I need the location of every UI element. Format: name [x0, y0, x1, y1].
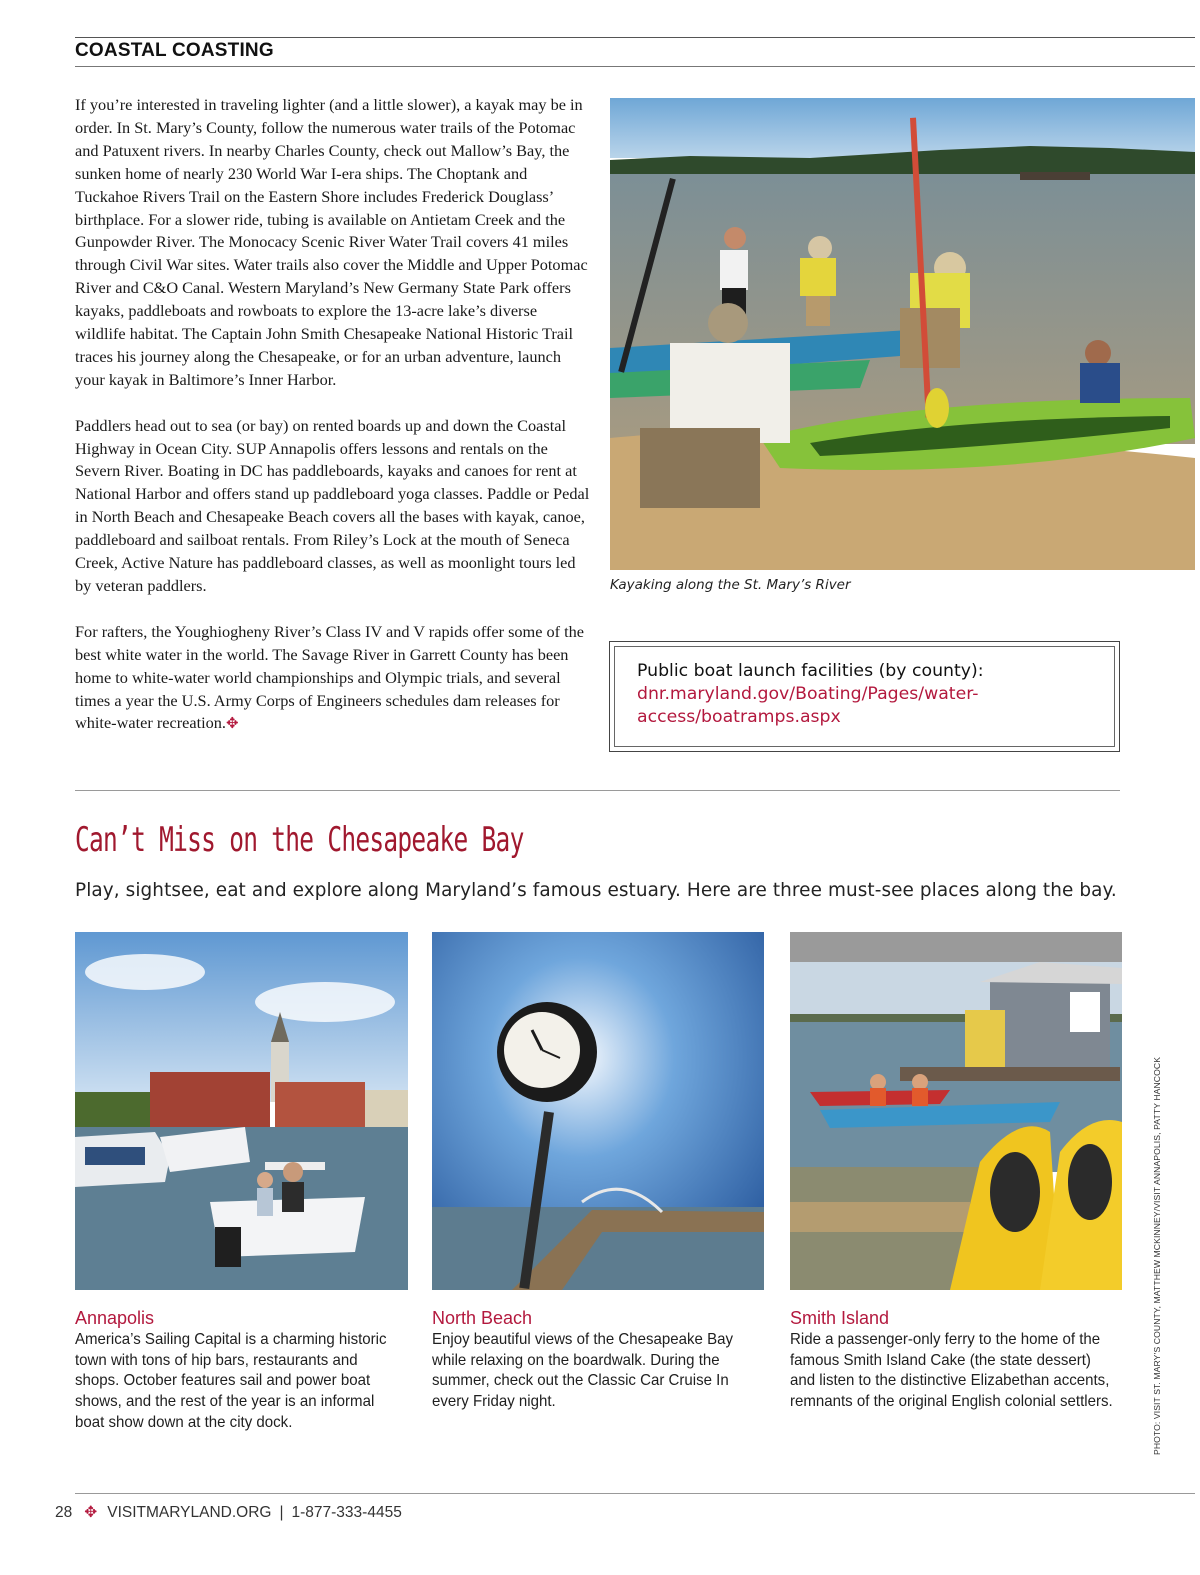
feature-title: Can’t Miss on the Chesapeake Bay	[75, 820, 524, 860]
photo-caption: Kayaking along the St. Mary’s River	[610, 577, 851, 593]
footer-rule	[75, 1493, 1195, 1494]
section-header: COASTAL COASTING	[75, 40, 274, 61]
paragraph-rafters	[75, 621, 590, 737]
info-box-label: Public boat launch facilities (by county):	[637, 661, 984, 681]
footer-site-link[interactable]: VISITMARYLAND.ORG	[107, 1504, 272, 1521]
kayaking-photo	[610, 98, 1195, 570]
north-beach-photo	[432, 932, 764, 1290]
paragraph-paddlers: Paddlers head out to sea (or bay) on rented boards up and down the Coastal Highway in Ocean City. SUP Annapolis offers lessons and rentals on the Severn River. Boating in DC has paddleboards, kayaks and canoes for rent at National Harbor and offers stand up paddleboard yoga classes. Paddle or Pedal in North Beach and Chesapeake Beach covers all the bases with kayak, canoe, paddleboard and sailboat rentals. From Riley’s Lock at the mouth of Seneca Creek, Active Nature has paddleboard classes, as well as moonlight tours led by veteran paddlers.	[75, 415, 590, 596]
info-box	[609, 641, 1120, 752]
paragraph-kayak: If you’re interested in traveling lighter (and a little slower), a kayak may be in order. In St. Mary’s County, follow the numerous water trails of the Potomac and Patuxent rivers. In nearby Charles County, check out Mallow’s Bay, the sunken home of nearly 230 World War I-era ships. The Choptank and Tuckahoe Rivers Trail on the Eastern Shore includes Frederick Douglass’ birthplace. For a slower ride, tubing is available on Antietam Creek and the Gunpowder River. The Monocacy Scenic River Water Trail covers 41 miles through Civil War sites. Water trails also cover the Middle and Upper Potomac River and C&O Canal. Western Maryland’s New Germany State Park offers kayaks, paddleboats and rowboats to explore the 13-acre lake’s diverse wildlife habitat. The Captain John Smith Chesapeake National Historic Trail traces his journey along the Chesapeake, or for an urban adventure, launch your kayak in Baltimore’s Inner Harbor.	[75, 95, 588, 389]
article-body	[75, 94, 590, 759]
top-rule-lower	[75, 66, 1195, 67]
footer-ornament-icon: ✥	[84, 1504, 98, 1521]
card-text-smith-island: Ride a passenger-only ferry to the home of the famous Smith Island Cake (the state dessert) and listen to the distinctive Elizabethan accents, remnants of the original English colonial settlers.	[790, 1331, 1113, 1411]
info-box-inner	[614, 646, 1115, 747]
annapolis-photo	[75, 932, 408, 1290]
paragraph-rafters-text: For rafters, the Youghiogheny River’s Class IV and V rapids offer some of the best white water in the world. The Savage River in Garrett County has been home to white-water world championships and Olympic trials, and several times a year the U.S. Army Corps of Engineers schedules dam releases for white-water recreation.	[75, 621, 585, 733]
boat-launch-link[interactable]: dnr.maryland.gov/Boating/Pages/water-access/boatramps.aspx	[637, 684, 979, 727]
footer	[55, 1503, 402, 1522]
card-text-north-beach: Enjoy beautiful views of the Chesapeake Bay while relaxing on the boardwalk. During the summer, check out the Classic Car Cruise In every Friday night.	[432, 1331, 733, 1411]
smith-island-photo	[790, 932, 1122, 1290]
card-text-annapolis: America’s Sailing Capital is a charming historic town with tons of hip bars, restaurants and shops. October features sail and power boat shows, and the rest of the year is an informal boat show down at the city dock.	[75, 1331, 387, 1431]
end-mark-icon: ✥	[225, 716, 239, 733]
card-title-north-beach: North Beach	[432, 1308, 533, 1328]
section-divider	[75, 790, 1120, 791]
top-rule	[75, 37, 1195, 38]
page-number: 28	[55, 1504, 73, 1521]
card-title-annapolis: Annapolis	[75, 1308, 155, 1328]
feature-subtitle: Play, sightsee, eat and explore along Maryland’s famous estuary. Here are three must-see places along the bay.	[75, 880, 1117, 901]
footer-divider: |	[279, 1504, 284, 1521]
footer-phone[interactable]: 1-877-333-4455	[291, 1504, 402, 1521]
photo-credit: PHOTO: VISIT ST. MARY’S COUNTY, MATTHEW MCKINNEY/VISIT ANNAPOLIS, PATTY HANCOCK	[1152, 1056, 1162, 1455]
card-title-smith-island: Smith Island	[790, 1308, 890, 1328]
